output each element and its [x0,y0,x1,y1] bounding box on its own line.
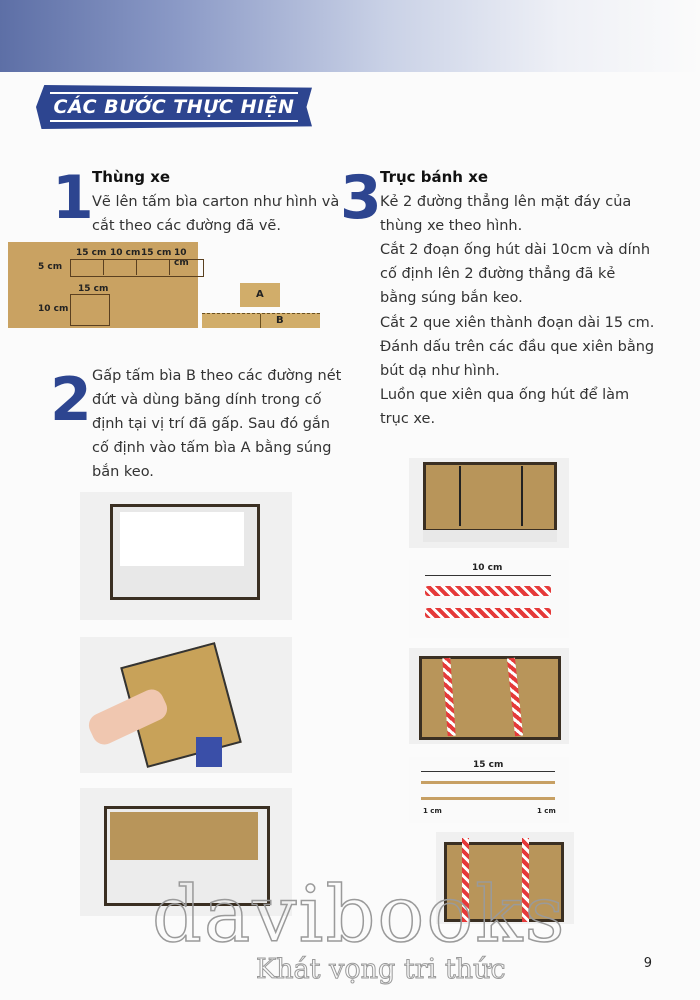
skewer-length-label: 15 cm [473,760,504,770]
step-3-paragraph-4: Luồn que xiên qua ống hút để làm trục xe. [380,387,630,427]
box-photo-1 [80,492,292,620]
straw-length-label: 10 cm [472,563,503,573]
step-2-number: 2 [50,365,92,435]
box-photo-2 [80,637,292,773]
straws-photo [409,560,569,638]
dim-label: 15 cm [76,248,107,258]
step-3-title: Trục bánh xe [380,168,489,186]
skewers-photo [409,757,569,823]
step-1-title: Thùng xe [92,168,171,186]
step-3-paragraph-2: Cắt 2 đoạn ống hút dài 10cm và dính cố định lên 2 đường thẳng đã kẻ bằng súng bắn keo. [380,242,651,306]
header-band [0,0,700,72]
piece-a-image: A [240,283,280,307]
dim-label: 15 cm [141,248,172,258]
step-2-text: Gấp tấm bìa B theo các đường nét đứt và dùng băng dính trong cố định tại vị trí đã gấp. Sau đó gắn cố định vào tấm bìa A bằng súng bắn keo. [92,368,342,480]
step-3-paragraph-3: Cắt 2 que xiên thành đoạn dài 15 cm. Đánh dấu trên các đầu que xiên bằng bút dạ như hình. [380,315,655,379]
dim-label: 5 cm [38,262,63,272]
watermark-logo: davibooks [152,870,567,960]
piece-b-image: B [202,313,320,328]
step-1-number: 1 [52,163,94,233]
dim-label: 10 cm [174,248,189,268]
box-lines-photo [409,458,569,548]
mark-right-label: 1 cm [537,807,556,815]
step-3-paragraph-1: Kẻ 2 đường thẳng lên mặt đáy của thùng xe theo hình. [380,194,632,234]
section-title: CÁC BƯỚC THỰC HIỆN [53,96,295,118]
page-number: 9 [643,956,652,971]
step-1-text: Vẽ lên tấm bìa carton như hình và cắt theo các đường đã vẽ. [92,194,340,234]
section-banner [36,85,312,129]
dim-label: 15 cm [78,284,109,294]
cardboard-template-image [8,242,198,328]
dim-label: 10 cm [38,304,69,314]
step-3-number: 3 [340,163,382,233]
watermark-tagline: Khát vọng tri thức [256,954,506,985]
mark-left-label: 1 cm [423,807,442,815]
dim-label: 10 cm [110,248,141,258]
box-straws-photo [409,648,569,744]
